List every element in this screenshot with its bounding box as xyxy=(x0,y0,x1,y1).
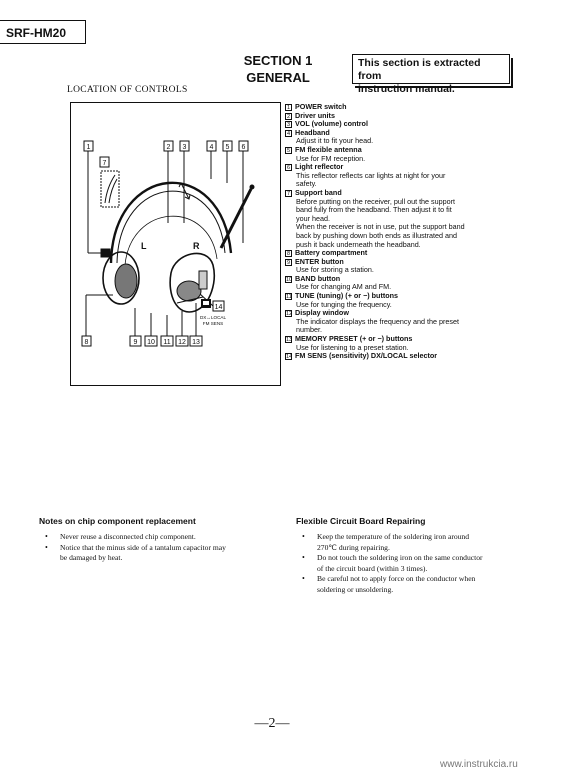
part-description: Adjust it to fit your head. xyxy=(296,136,374,146)
notes-item-line: • Never reuse a disconnected chip component. xyxy=(60,532,196,541)
part-description: back by pushing down both ends as illustrated and xyxy=(296,230,458,240)
section-title xyxy=(236,52,320,86)
right-side-label: R xyxy=(193,241,200,251)
part-name: POWER switch xyxy=(295,102,347,111)
notes-item xyxy=(39,532,271,543)
callout-number-3: 3 xyxy=(182,144,187,151)
part-number: 6 xyxy=(286,165,291,172)
part-number: 3 xyxy=(286,122,291,129)
part-item-14 xyxy=(285,352,525,361)
part-item-6 xyxy=(285,163,525,189)
part-number: 7 xyxy=(286,190,291,197)
part-name: ENTER button xyxy=(295,256,344,266)
section-number: SECTION 1 xyxy=(243,53,313,68)
callout-number-1: 1 xyxy=(86,144,91,151)
part-number: 4 xyxy=(286,130,291,137)
page-number: —2— xyxy=(254,716,290,731)
flexible-list xyxy=(296,532,511,595)
part-number: 11 xyxy=(286,294,292,301)
part-description: push it back underneath the headband. xyxy=(296,239,421,249)
part-number: 9 xyxy=(286,259,291,266)
notice-line-1: This section is extracted from xyxy=(358,57,481,82)
callout-number-11: 11 xyxy=(163,339,171,346)
notes-heading: Notes on chip component replacement xyxy=(39,516,196,526)
part-name: Battery compartment xyxy=(295,248,368,258)
part-item-12 xyxy=(285,309,525,335)
part-number: 1 xyxy=(286,105,291,111)
part-number: 8 xyxy=(286,251,291,258)
part-name: Display window xyxy=(295,308,349,318)
part-item-13 xyxy=(285,335,525,352)
flexible-item xyxy=(296,574,511,595)
part-name: MEMORY PRESET (+ or −) buttons xyxy=(295,334,413,344)
part-number: 12 xyxy=(286,311,293,318)
part-description: Use for changing AM and FM. xyxy=(296,282,392,292)
part-name: Support band xyxy=(295,187,342,197)
callout-number-10: 10 xyxy=(147,339,155,346)
selector-label-dx-local: DX↔LOCAL xyxy=(199,315,227,320)
notes-item-line: • Notice that the minus side of a tantalum capacitor may xyxy=(60,542,226,552)
callout-number-2: 2 xyxy=(166,144,171,151)
part-name: Headband xyxy=(295,127,330,137)
callout-number-6: 6 xyxy=(241,144,246,151)
flexible-item-line: of the circuit board (within 3 times). xyxy=(317,563,428,573)
notice-box xyxy=(352,54,510,95)
flexible-heading: Flexible Circuit Board Repairing xyxy=(296,516,426,526)
notes-chip-component xyxy=(39,516,271,564)
notes-item xyxy=(39,543,271,564)
part-description: Use for storing a station. xyxy=(296,265,374,275)
flexible-item xyxy=(296,532,511,553)
flexible-item-line: • Keep the temperature of the soldering iron around xyxy=(317,532,470,541)
section-name: GENERAL xyxy=(246,70,310,85)
callout-number-9: 9 xyxy=(133,339,138,346)
notes-list xyxy=(39,532,271,564)
callout-number-5: 5 xyxy=(225,144,230,151)
part-description: your head. xyxy=(296,213,330,223)
part-description: Use for listening to a preset station. xyxy=(296,342,409,352)
part-description: Use for FM reception. xyxy=(296,153,366,163)
part-item-5 xyxy=(285,146,525,163)
location-heading: LOCATION OF CONTROLS xyxy=(67,85,188,95)
parts-list xyxy=(285,103,525,361)
part-description: Before putting on the receiver, pull out the support xyxy=(296,196,456,206)
flexible-board-repair xyxy=(296,516,511,595)
part-number: 2 xyxy=(286,113,291,120)
part-item-9 xyxy=(285,258,525,275)
part-number: 13 xyxy=(286,337,293,344)
part-name: Driver units xyxy=(295,110,335,120)
part-number: 5 xyxy=(286,147,291,154)
selector-label-fm-sens: FM SENS xyxy=(202,321,224,326)
part-item-4 xyxy=(285,129,525,146)
part-number: 10 xyxy=(286,276,293,283)
part-description: band fully from the headband. Then adjust it to fit xyxy=(296,205,452,215)
callout-number-7: 7 xyxy=(102,160,107,167)
part-item-11 xyxy=(285,292,525,309)
flexible-item-line: 270℃ during repairing. xyxy=(317,542,390,552)
part-name: FM SENS (sensitivity) DX/LOCAL selector xyxy=(295,351,438,361)
part-description: safety. xyxy=(296,179,317,189)
headphone-radio-illustration xyxy=(71,103,280,385)
callout-number-12: 12 xyxy=(178,339,186,346)
part-name: TUNE (tuning) (+ or −) buttons xyxy=(295,291,399,301)
part-number: 14 xyxy=(286,354,293,361)
notes-item-line: be damaged by heat. xyxy=(60,553,123,562)
part-name: FM flexible antenna xyxy=(295,144,362,154)
part-item-7 xyxy=(285,189,525,249)
part-name: BAND button xyxy=(295,273,341,283)
callout-number-4: 4 xyxy=(209,144,214,151)
flexible-item-line: • Do not touch the soldering iron on the same conductor xyxy=(317,553,483,562)
watermark: www.instrukcia.ru xyxy=(440,759,518,770)
part-description: The indicator displays the frequency and the preset xyxy=(296,316,460,326)
callout-number-14: 14 xyxy=(214,304,223,311)
callout-number-13: 13 xyxy=(192,339,200,346)
flexible-item xyxy=(296,553,511,574)
headband-shape xyxy=(111,183,231,263)
flexible-item-line: soldering or unsoldering. xyxy=(317,584,394,594)
part-name: VOL (volume) control xyxy=(295,119,368,129)
antenna-shape xyxy=(221,189,251,248)
notice-line-2: instruction manual. xyxy=(358,83,455,95)
part-description: This reflector reflects car lights at night for your xyxy=(296,170,446,180)
callout-number-8: 8 xyxy=(84,339,89,346)
part-name: Light reflector xyxy=(295,162,344,172)
left-side-label: L xyxy=(141,241,147,251)
model-tab: SRF-HM20 xyxy=(0,20,86,44)
controls-diagram xyxy=(70,102,281,386)
part-item-10 xyxy=(285,275,525,292)
flexible-item-line: • Be careful not to apply force on the conductor when xyxy=(317,574,476,583)
part-description: When the receiver is not in use, put the support band xyxy=(296,222,465,232)
part-description: Use for tunging the frequency. xyxy=(296,299,392,309)
part-description: number. xyxy=(296,325,322,335)
